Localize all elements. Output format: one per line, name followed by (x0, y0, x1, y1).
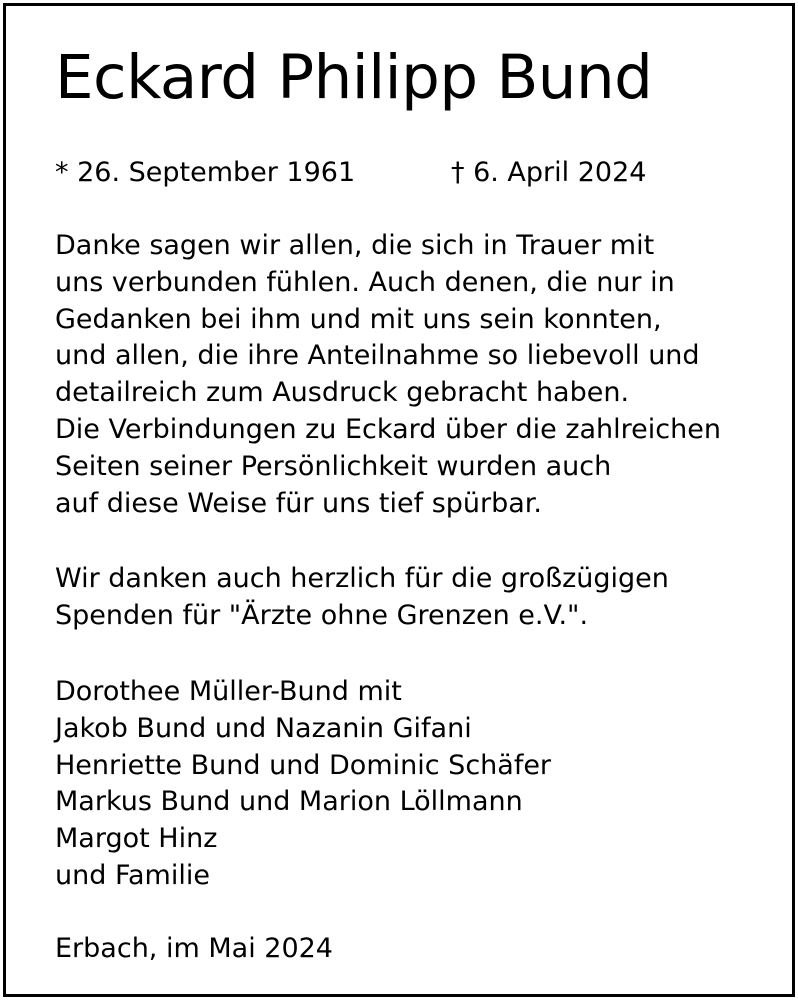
text-line: uns verbunden fühlen. Auch denen, die nur in (55, 266, 675, 298)
text-line: auf diese Weise für uns tief spürbar. (55, 487, 543, 519)
text-line: detailreich zum Ausdruck gebracht haben. (55, 377, 630, 409)
text-line: Danke sagen wir allen, die sich in Trauer mit (55, 230, 655, 261)
family-member: und Familie (55, 859, 210, 891)
donation-paragraph (55, 561, 669, 635)
family-member: Jakob Bund und Nazanin Gifani (55, 712, 472, 744)
thanks-paragraph (55, 228, 721, 522)
text-line: Seiten seiner Persönlichkeit wurden auch (55, 450, 612, 482)
text-line: Spenden für "Ärzte ohne Grenzen e.V.". (55, 599, 589, 631)
deceased-name: Eckard Philipp Bund (55, 42, 653, 113)
family-member: Dorothee Müller-Bund mit (55, 676, 402, 707)
death-date: † 6. April 2024 (451, 157, 647, 188)
family-member: Henriette Bund und Dominic Schäfer (55, 749, 552, 781)
family-member: Markus Bund und Marion Löllmann (55, 786, 523, 818)
place-and-date: Erbach, im Mai 2024 (55, 933, 333, 964)
birth-date: * 26. September 1961 (55, 157, 356, 188)
text-line: Die Verbindungen zu Eckard über die zahlreichen (55, 413, 721, 445)
text-line: und allen, die ihre Anteilnahme so liebevoll und (55, 340, 700, 372)
text-line: Wir danken auch herzlich für die großzügigen (55, 563, 669, 594)
family-signature (55, 674, 551, 895)
family-member: Margot Hinz (55, 823, 218, 855)
text-line: Gedanken bei ihm und mit uns sein konnten, (55, 303, 662, 335)
